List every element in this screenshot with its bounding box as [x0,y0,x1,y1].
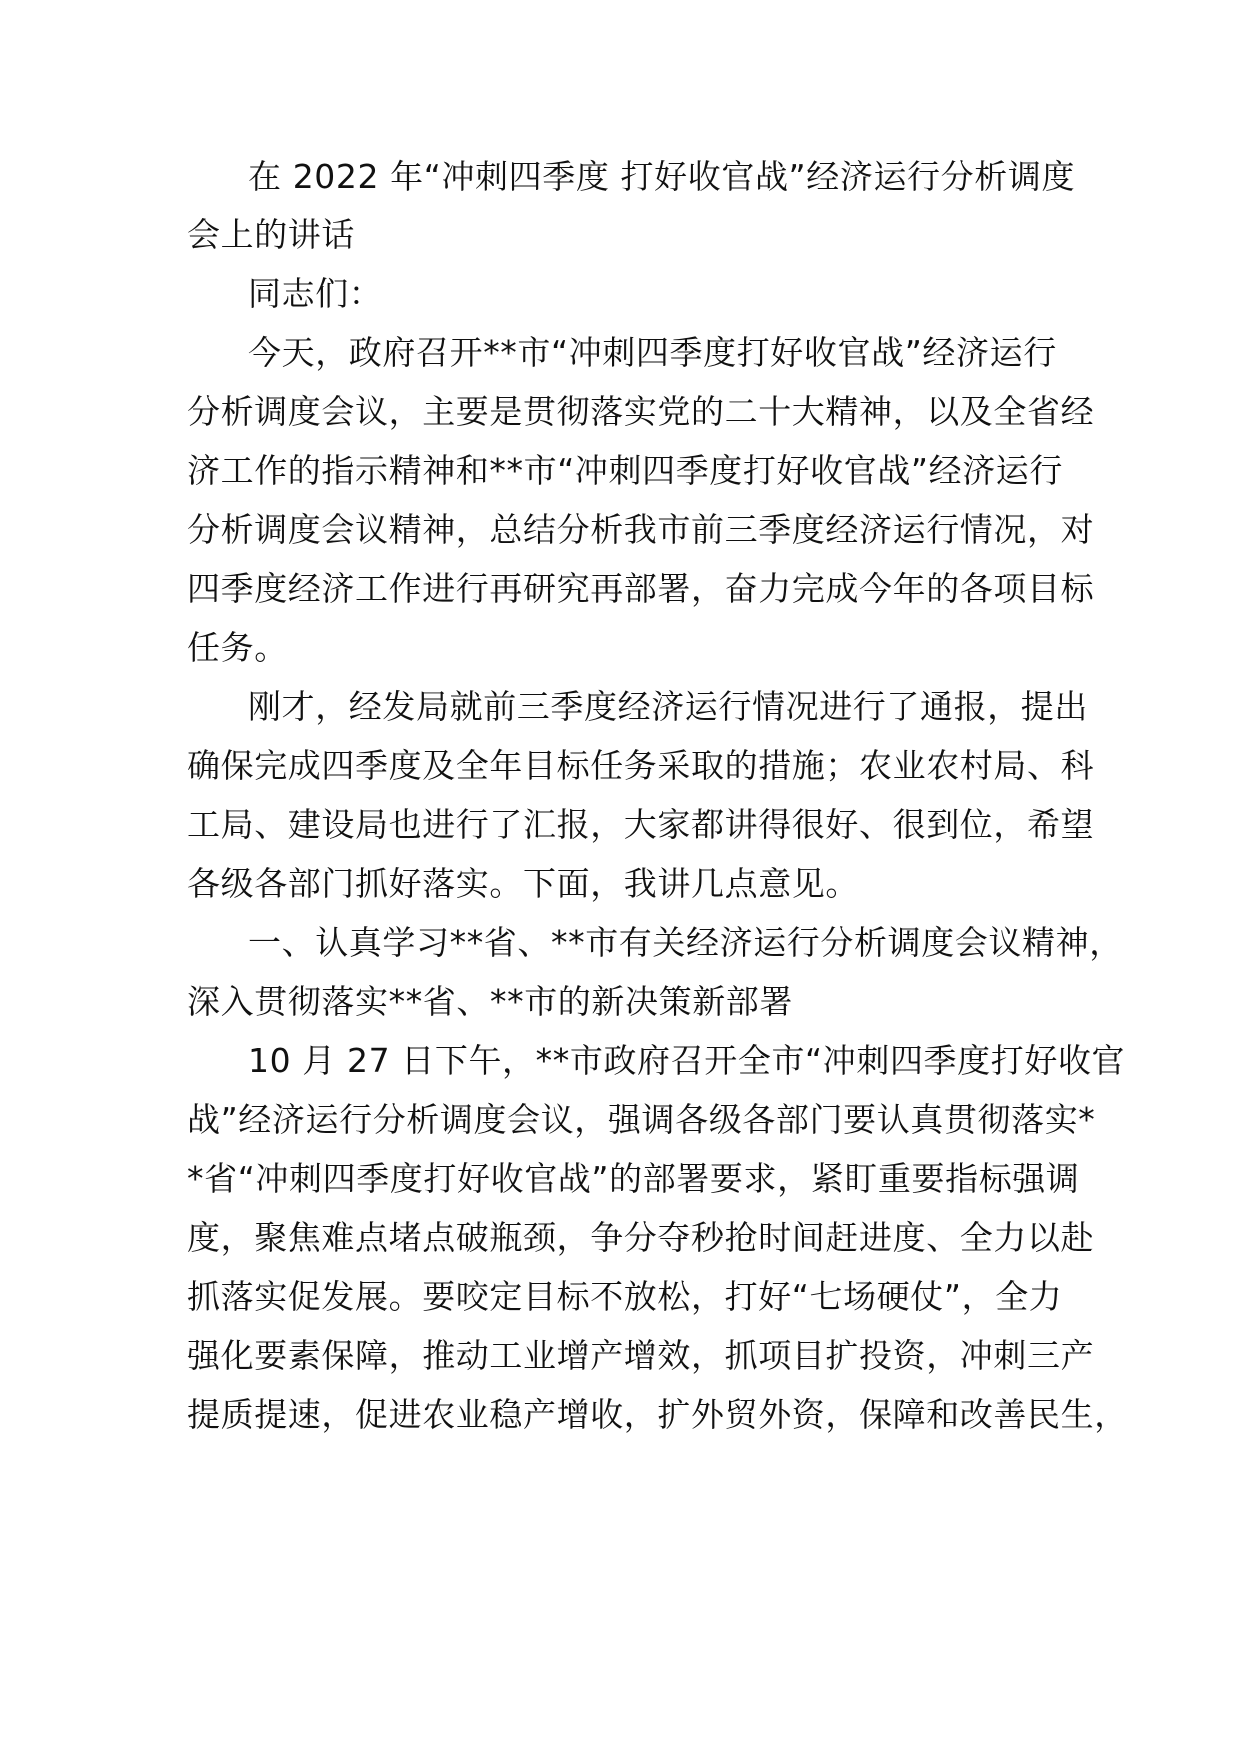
paragraph-1-line-6: 任务。 [187,628,288,667]
paragraph-1-line-3: 济工作的指示精神和**市“冲刺四季度打好收官战”经济运行 [187,451,1063,490]
paragraph-1-line-4: 分析调度会议精神，总结分析我市前三季度经济运行情况，对 [187,510,1095,549]
paragraph-1-line-5: 四季度经济工作进行再研究再部署，奋力完成今年的各项目标 [187,569,1095,608]
paragraph-2-line-4: 各级各部门抓好落实。下面，我讲几点意见。 [187,864,859,903]
paragraph-1-line-1: 今天，政府召开**市“冲刺四季度打好收官战”经济运行 [248,333,1057,372]
title-line-1: 在 2022 年“冲刺四季度 打好收官战”经济运行分析调度 [248,157,1076,196]
paragraph-3-line-2: 战”经济运行分析调度会议，强调各级各部门要认真贯彻落实* [187,1100,1096,1139]
paragraph-3-line-3: *省“冲刺四季度打好收官战”的部署要求，紧盯重要指标强调 [187,1159,1080,1198]
paragraph-3-line-7: 提质提速，促进农业稳产增收，扩外贸外资，保障和改善民生， [187,1395,1128,1434]
section-heading-line-1: 一、认真学习**省、**市有关经济运行分析调度会议精神， [248,923,1123,962]
paragraph-2-line-3: 工局、建设局也进行了汇报，大家都讲得很好、很到位，希望 [187,805,1095,844]
paragraph-2-line-1: 刚才，经发局就前三季度经济运行情况进行了通报，提出 [248,687,1088,726]
paragraph-3-line-6: 强化要素保障，推动工业增产增效，抓项目扩投资，冲刺三产 [187,1336,1095,1375]
paragraph-3-line-4: 度，聚焦难点堵点破瓶颈，争分夺秒抢时间赶进度、全力以赴 [187,1218,1095,1257]
paragraph-1-line-2: 分析调度会议，主要是贯彻落实党的二十大精神，以及全省经 [187,392,1095,431]
section-heading-line-2: 深入贯彻落实**省、**市的新决策新部署 [187,982,793,1021]
title-line-2: 会上的讲话 [187,215,355,254]
paragraph-2-line-2: 确保完成四季度及全年目标任务采取的措施；农业农村局、科 [187,746,1095,785]
salutation: 同志们： [248,274,383,313]
paragraph-3-line-1: 10 月 27 日下午，**市政府召开全市“冲刺四季度打好收官 [248,1041,1126,1080]
paragraph-3-line-5: 抓落实促发展。要咬定目标不放松，打好“七场硬仗”，全力 [187,1277,1063,1316]
